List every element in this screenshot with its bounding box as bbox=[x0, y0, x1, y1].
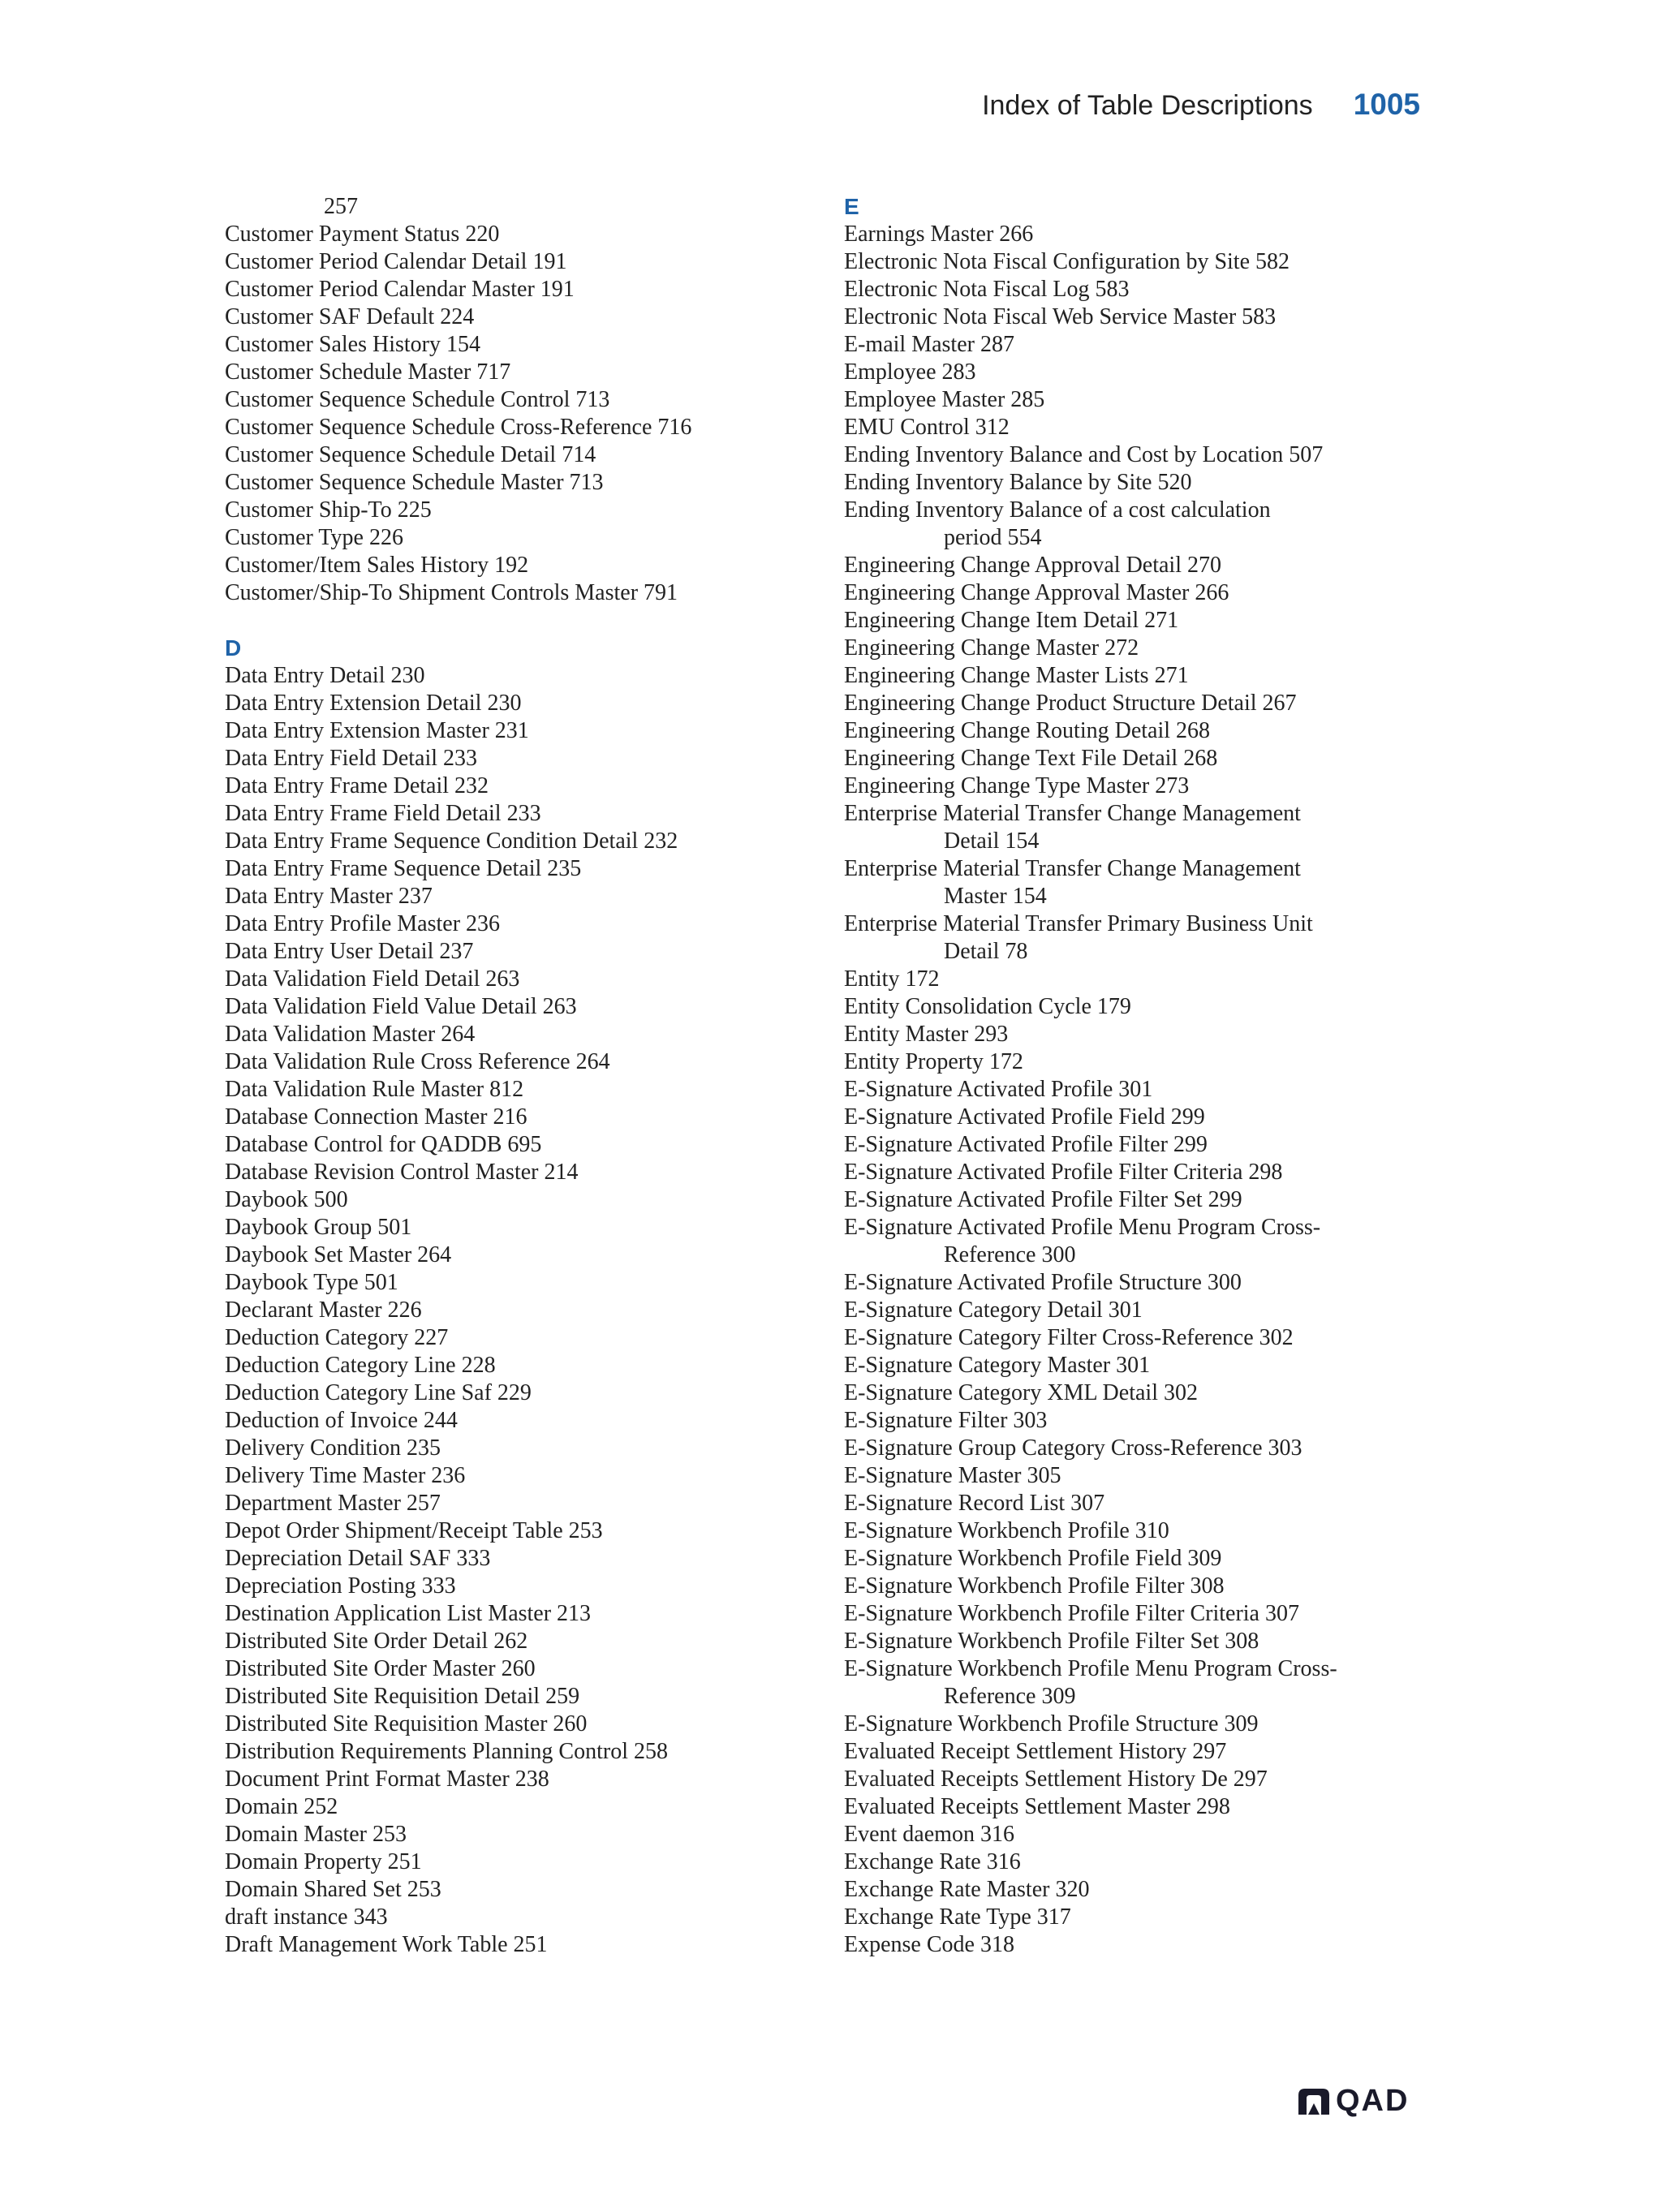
index-entry: Customer Ship-To 225 bbox=[225, 497, 432, 523]
index-entry: Database Connection Master 216 bbox=[225, 1104, 527, 1130]
index-entry: Data Validation Field Detail 263 bbox=[225, 966, 520, 992]
index-entry: Daybook Type 501 bbox=[225, 1270, 398, 1295]
index-entry: E-Signature Master 305 bbox=[844, 1463, 1061, 1488]
index-entry: Entity Consolidation Cycle 179 bbox=[844, 994, 1131, 1019]
index-entry: Evaluated Receipt Settlement History 297 bbox=[844, 1739, 1227, 1764]
index-entry: E-Signature Workbench Profile Filter 308 bbox=[844, 1573, 1225, 1599]
e-entries-list bbox=[844, 221, 1428, 1959]
index-entry: Customer Type 226 bbox=[225, 525, 403, 550]
index-entry: E-Signature Activated Profile Structure 300 bbox=[844, 1270, 1242, 1295]
index-entry: Data Validation Rule Master 812 bbox=[225, 1077, 524, 1102]
index-entry: Enterprise Material Transfer Primary Business Unit bbox=[844, 911, 1313, 936]
index-entry: Exchange Rate Master 320 bbox=[844, 1877, 1090, 1902]
index-entry: E-Signature Workbench Profile Filter Criteria 307 bbox=[844, 1601, 1299, 1626]
index-entry: Customer/Ship-To Shipment Controls Master 791 bbox=[225, 580, 678, 605]
index-entry: Customer Period Calendar Detail 191 bbox=[225, 249, 567, 274]
index-entry: Customer Period Calendar Master 191 bbox=[225, 277, 575, 302]
index-entry: Earnings Master 266 bbox=[844, 222, 1034, 247]
index-entry: Database Revision Control Master 214 bbox=[225, 1160, 579, 1185]
index-entry: Declarant Master 226 bbox=[225, 1298, 422, 1323]
index-entry: Domain Shared Set 253 bbox=[225, 1877, 441, 1902]
index-entry: Daybook Set Master 264 bbox=[225, 1242, 452, 1267]
qad-logo-text: QAD bbox=[1336, 2084, 1410, 2118]
index-entry: E-Signature Category Detail 301 bbox=[844, 1298, 1143, 1323]
index-entry: Customer/Item Sales History 192 bbox=[225, 553, 529, 578]
index-entry: Distribution Requirements Planning Control 258 bbox=[225, 1739, 668, 1764]
index-entry: Data Entry Frame Sequence Detail 235 bbox=[225, 856, 582, 881]
index-entry: E-Signature Group Category Cross-Reference 303 bbox=[844, 1435, 1302, 1461]
index-entry: Event daemon 316 bbox=[844, 1822, 1014, 1847]
index-entry: E-Signature Category XML Detail 302 bbox=[844, 1380, 1198, 1405]
index-entry: Exchange Rate 316 bbox=[844, 1849, 1021, 1874]
index-entry: Data Entry Extension Detail 230 bbox=[225, 691, 522, 716]
index-entry: Data Entry Profile Master 236 bbox=[225, 911, 501, 936]
index-entry: Engineering Change Routing Detail 268 bbox=[844, 718, 1211, 743]
index-entry: Data Entry Detail 230 bbox=[225, 663, 425, 688]
index-entry: Electronic Nota Fiscal Web Service Master 583 bbox=[844, 304, 1277, 329]
index-entry: Data Entry Frame Detail 232 bbox=[225, 773, 489, 798]
index-entry: E-Signature Filter 303 bbox=[844, 1408, 1048, 1433]
index-entry: Daybook 500 bbox=[225, 1187, 348, 1212]
index-entry: Electronic Nota Fiscal Log 583 bbox=[844, 277, 1130, 302]
index-entry: E-Signature Record List 307 bbox=[844, 1491, 1105, 1516]
index-entry: Deduction Category 227 bbox=[225, 1325, 449, 1350]
index-entry: Ending Inventory Balance and Cost by Location 507 bbox=[844, 442, 1324, 467]
index-entry: Customer SAF Default 224 bbox=[225, 304, 475, 329]
index-entry: Delivery Time Master 236 bbox=[225, 1463, 466, 1488]
index-entry: E-Signature Workbench Profile Menu Program Cross- bbox=[844, 1656, 1337, 1681]
index-entry: Distributed Site Order Master 260 bbox=[225, 1656, 536, 1681]
index-entry: Expense Code 318 bbox=[844, 1932, 1014, 1957]
running-title: Index of Table Descriptions bbox=[982, 90, 1313, 121]
index-entry: Distributed Site Requisition Master 260 bbox=[225, 1711, 588, 1736]
index-entry: Data Entry Frame Sequence Condition Detail 232 bbox=[225, 828, 678, 854]
index-entry: Engineering Change Type Master 273 bbox=[844, 773, 1190, 798]
page-number: 1005 bbox=[1353, 88, 1420, 121]
index-entry: E-Signature Activated Profile Filter Criteria 298 bbox=[844, 1160, 1283, 1185]
d-entries-list bbox=[225, 662, 809, 1959]
index-entry: Data Validation Field Value Detail 263 bbox=[225, 994, 577, 1019]
index-entry: E-Signature Activated Profile Filter Set 299 bbox=[844, 1187, 1242, 1212]
index-entry: Distributed Site Order Detail 262 bbox=[225, 1629, 528, 1654]
c-entries-list bbox=[225, 221, 809, 607]
index-entry: Employee Master 285 bbox=[844, 387, 1045, 412]
index-entry: Entity Property 172 bbox=[844, 1049, 1023, 1074]
index-entry: Engineering Change Approval Master 266 bbox=[844, 580, 1229, 605]
continued-page-number: 257 bbox=[324, 194, 358, 219]
index-entry: E-Signature Activated Profile Filter 299 bbox=[844, 1132, 1208, 1157]
index-entry-continuation: Detail 78 bbox=[944, 939, 1028, 964]
page-header bbox=[982, 88, 1420, 122]
index-entry: Daybook Group 501 bbox=[225, 1215, 412, 1240]
index-entry: E-Signature Workbench Profile Filter Set 308 bbox=[844, 1629, 1259, 1654]
index-entry: Engineering Change Master Lists 271 bbox=[844, 663, 1189, 688]
index-entry: Distributed Site Requisition Detail 259 bbox=[225, 1684, 580, 1709]
index-entry: Engineering Change Approval Detail 270 bbox=[844, 553, 1221, 578]
index-entry-continuation: Master 154 bbox=[944, 884, 1047, 909]
index-entry: E-Signature Activated Profile Menu Program Cross- bbox=[844, 1215, 1321, 1240]
index-entry: E-Signature Category Master 301 bbox=[844, 1353, 1151, 1378]
index-entry: Depreciation Detail SAF 333 bbox=[225, 1546, 491, 1571]
index-entry: Data Entry Field Detail 233 bbox=[225, 746, 478, 771]
index-entry: Evaluated Receipts Settlement History De 297 bbox=[844, 1767, 1268, 1792]
index-entry: Department Master 257 bbox=[225, 1491, 441, 1516]
qad-logo bbox=[1297, 2084, 1409, 2119]
index-entry-continuation: Detail 154 bbox=[944, 828, 1040, 854]
index-entry: Customer Sequence Schedule Control 713 bbox=[225, 387, 610, 412]
index-entry: Customer Schedule Master 717 bbox=[225, 359, 511, 385]
index-entry: Destination Application List Master 213 bbox=[225, 1601, 592, 1626]
index-entry: Deduction Category Line Saf 229 bbox=[225, 1380, 532, 1405]
index-entry: Domain Property 251 bbox=[225, 1849, 422, 1874]
index-entry: Evaluated Receipts Settlement Master 298 bbox=[844, 1794, 1230, 1819]
index-entry: Exchange Rate Type 317 bbox=[844, 1904, 1071, 1930]
index-entry: E-Signature Activated Profile 301 bbox=[844, 1077, 1153, 1102]
index-entry-continuation: Reference 300 bbox=[944, 1242, 1076, 1267]
index-entry: Engineering Change Text File Detail 268 bbox=[844, 746, 1218, 771]
index-entry: Data Validation Rule Cross Reference 264 bbox=[225, 1049, 610, 1074]
index-entry-continuation: Reference 309 bbox=[944, 1684, 1076, 1709]
index-entry: Data Validation Master 264 bbox=[225, 1022, 476, 1047]
section-letter-e: E bbox=[844, 194, 859, 219]
index-entry: Customer Sequence Schedule Detail 714 bbox=[225, 442, 596, 467]
index-entry: E-Signature Activated Profile Field 299 bbox=[844, 1104, 1205, 1130]
index-entry: Deduction of Invoice 244 bbox=[225, 1408, 458, 1433]
index-entry: Engineering Change Product Structure Detail 267 bbox=[844, 691, 1297, 716]
index-entry: Entity Master 293 bbox=[844, 1022, 1009, 1047]
index-entry: Data Entry Master 237 bbox=[225, 884, 433, 909]
index-entry: Domain Master 253 bbox=[225, 1822, 407, 1847]
index-entry: Enterprise Material Transfer Change Management bbox=[844, 856, 1301, 881]
index-entry: Data Entry Frame Field Detail 233 bbox=[225, 801, 541, 826]
index-entry: Engineering Change Master 272 bbox=[844, 635, 1139, 661]
right-index-column bbox=[844, 193, 1428, 1959]
section-letter-d: D bbox=[225, 635, 242, 661]
index-entry: Engineering Change Item Detail 271 bbox=[844, 608, 1179, 633]
index-entry: Draft Management Work Table 251 bbox=[225, 1932, 548, 1957]
index-entry: Entity 172 bbox=[844, 966, 940, 992]
index-entry: Database Control for QADDB 695 bbox=[225, 1132, 542, 1157]
index-entry: Ending Inventory Balance of a cost calculation bbox=[844, 497, 1271, 523]
index-entry: E-Signature Category Filter Cross-Reference 302 bbox=[844, 1325, 1294, 1350]
index-entry: EMU Control 312 bbox=[844, 415, 1010, 440]
index-entry: Document Print Format Master 238 bbox=[225, 1767, 549, 1792]
index-entry: Deduction Category Line 228 bbox=[225, 1353, 496, 1378]
index-entry: Depot Order Shipment/Receipt Table 253 bbox=[225, 1518, 603, 1543]
index-entry: Domain 252 bbox=[225, 1794, 338, 1819]
index-entry-continuation: period 554 bbox=[944, 525, 1042, 550]
index-entry: Customer Sequence Schedule Cross-Reference 716 bbox=[225, 415, 692, 440]
index-entry: E-Signature Workbench Profile Structure 309 bbox=[844, 1711, 1259, 1736]
index-entry: Electronic Nota Fiscal Configuration by Site 582 bbox=[844, 249, 1290, 274]
index-entry: Employee 283 bbox=[844, 359, 976, 385]
index-entry: draft instance 343 bbox=[225, 1904, 388, 1930]
index-entry: E-Signature Workbench Profile 310 bbox=[844, 1518, 1169, 1543]
index-entry: Delivery Condition 235 bbox=[225, 1435, 441, 1461]
index-entry: Enterprise Material Transfer Change Management bbox=[844, 801, 1301, 826]
index-entry: E-Signature Workbench Profile Field 309 bbox=[844, 1546, 1222, 1571]
index-entry: Customer Sequence Schedule Master 713 bbox=[225, 470, 604, 495]
index-entry: Customer Sales History 154 bbox=[225, 332, 480, 357]
index-entry: Data Entry Extension Master 231 bbox=[225, 718, 529, 743]
index-entry: Depreciation Posting 333 bbox=[225, 1573, 456, 1599]
index-entry: Customer Payment Status 220 bbox=[225, 222, 500, 247]
qad-logo-mark-icon bbox=[1297, 2087, 1331, 2116]
index-entry: Data Entry User Detail 237 bbox=[225, 939, 474, 964]
index-entry: Ending Inventory Balance by Site 520 bbox=[844, 470, 1192, 495]
index-entry: E-mail Master 287 bbox=[844, 332, 1014, 357]
left-index-column bbox=[225, 193, 809, 1959]
